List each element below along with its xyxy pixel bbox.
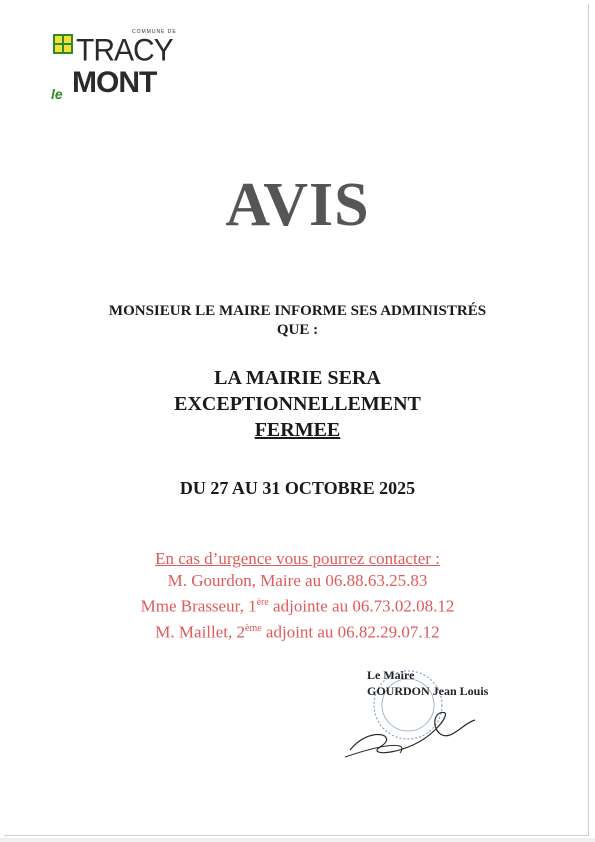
- official-stamp-icon: [340, 665, 490, 765]
- closure-dates: DU 27 AU 31 OCTOBRE 2025: [179, 478, 416, 498]
- contact-second-deputy: M. Maillet, 2ème adjoint au 06.82.29.07.12: [155, 622, 440, 642]
- signature-name: GOURDON Jean Louis: [367, 684, 489, 698]
- intro-text: [60, 302, 535, 340]
- logo-le-text: le: [51, 86, 63, 102]
- logo-commune-text: COMMUNE DE: [132, 29, 177, 35]
- closure-line-1: LA MAIRIE SERA: [214, 367, 381, 389]
- logo-tracy-text: TRACY: [76, 33, 173, 68]
- bottom-strip: [0, 838, 595, 842]
- page-title: AVIS: [225, 171, 370, 239]
- closure-line-2: EXCEPTIONNELLEMENT: [174, 393, 421, 415]
- intro-line-2: QUE :: [276, 322, 319, 338]
- commune-logo: [50, 28, 185, 100]
- contact-mayor: M. Gourdon, Maire au 06.88.63.25.83: [167, 571, 428, 590]
- intro-line-1: MONSIEUR LE MAIRE INFORME SES ADMINISTRÉS: [108, 303, 487, 319]
- contact-first-deputy: Mme Brasseur, 1ère adjointe au 06.73.02.08.12: [140, 596, 455, 616]
- signature-role: Le Maire: [367, 668, 415, 682]
- logo-mont-text: MONT: [72, 66, 157, 99]
- logo-emblem-icon: [53, 34, 73, 54]
- emergency-heading: En cas d’urgence vous pourrez contacter :: [155, 549, 440, 568]
- closure-line-3: FERMEE: [254, 419, 341, 441]
- emergency-contacts: [60, 548, 535, 643]
- closure-notice: [60, 365, 535, 443]
